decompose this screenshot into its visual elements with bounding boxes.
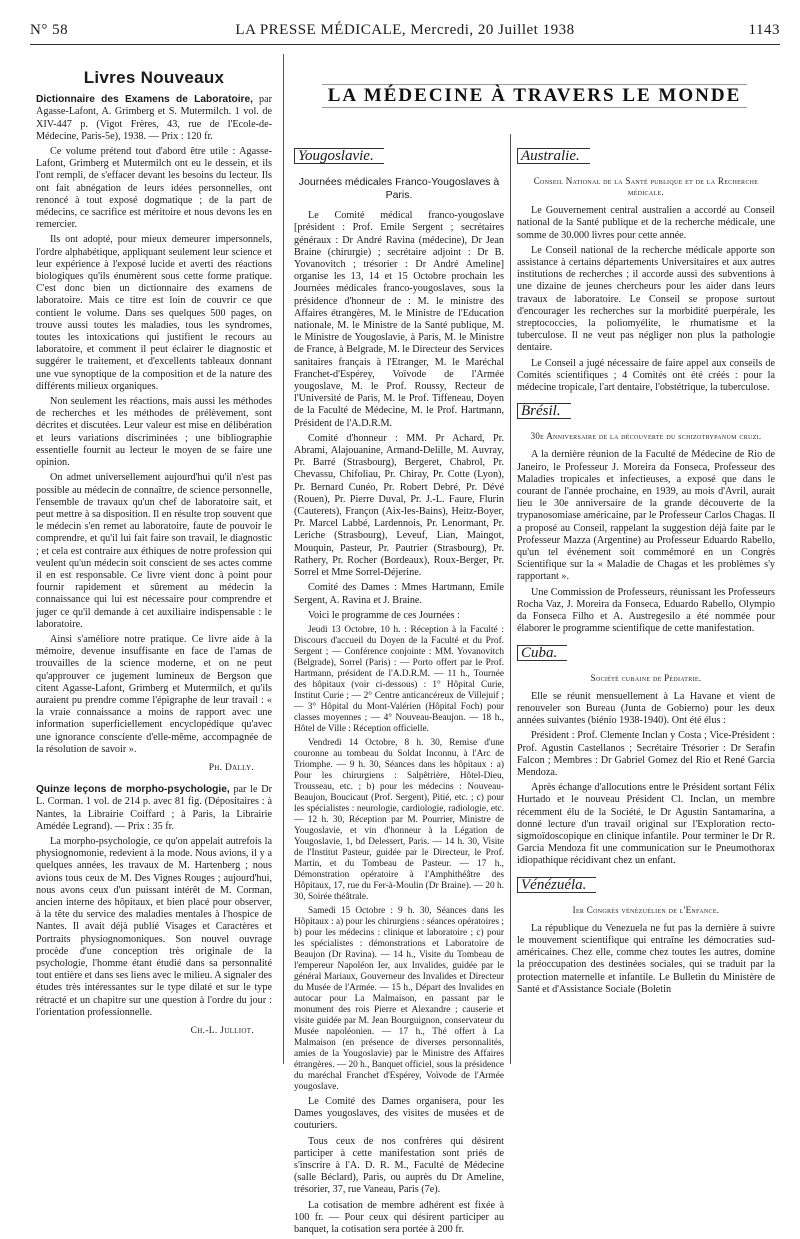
banner-title: LA MÉDECINE À TRAVERS LE MONDE — [322, 84, 748, 108]
book-review-citation — [36, 784, 272, 833]
article-paragraph: La cotisation de membre adhérent est fixée à 100 fr. — Pour ceux qui désirent participer au banquet, la cotisation sera portée à 200 fr. — [294, 1199, 504, 1235]
review-paragraph: On admet universellement aujourd'hui qu'il n'est pas possible au médecin de connaître, de science personnelle, l'ensemble de travaux qu'un chef de laboratoire sait, et peut mettre à sa disposition. Il en résulte trop souvent que le médecin s'en remet au laboratoire, faute de pouvoir le comprendre, et qu'il lui fait faire son travail, le diagnostic ; et cela est contraire aux éthiques de notre profession qui veulent qu'un médecin soit conscient de ses actes comme il en est responsable. Ce livre vient donc à point pour fournir rapidement et sûrement au médecin la connaissance qui lui est nécessaire pour comprendre et juger ce qu'il demande à cet auxiliaire indispensable : le laboratoire. — [36, 472, 272, 630]
article-paragraph: Le Gouvernement central australien a accordé au Conseil national de la Santé publique et de la recherche médicale, une somme de 30.000 livres pour cette année. — [517, 205, 775, 241]
article-paragraph: Le Comité médical franco-yougoslave [président : Prof. Emile Sergent ; secrétaires généraux : Dr André Ravina (médecine), Dr Jean Braine (chirurgie) ; secrétaire adjoint : Dr B. Yovanovitch ; trésorier : Dr André Ameline] organise les 13, 14 et 15 Octobre prochain les Journées médicales franco-yougoslaves, sous la présidence d'honneur de : M. le ministre des Affaires étrangères, M. le Ministre de l'Education nationale, M. le Ministre de la Santé publique, M. le Ministre de Yougoslavie, à Paris, M. le Ministre de France, à Belgrade, M. le Directeur des Services sanitaires français à l'Etranger, M. le Maréchal Franchet-d'Espérey, Voïvode de l'Armée yougoslave, M. le Prof. Roussy, Recteur de l'Université de Paris, M. le Prof. Tiffeneau, Doyen de la Faculté de Médecine, M. le Prof. Hartmann, Président de l'A.D.R.M. — [294, 210, 504, 429]
book-title: Quinze leçons de morpho-psychologie, — [36, 784, 230, 796]
reviewer-signature: Ph. Dally. — [208, 762, 254, 773]
article-paragraph: Voici le programme de ces Journées : — [308, 609, 461, 621]
section-heading: Livres Nouveaux — [83, 68, 225, 87]
country-heading: Australie. — [517, 148, 590, 164]
book-title: Dictionnaire des Examens de Laboratoire, — [36, 94, 253, 106]
program-day: Vendredi 14 Octobre, 8 h. 30, Remise d'une couronne au tombeau du Soldat Inconnu, à l'Arc de Triomphe. — 9 h. 30, Séances dans les hôpitaux : a) Pour les chirurgiens : Salpêtrière, Hôtel-Dieu, Trousseau, etc. ; b) pour les médecins : Nouveau-Beaujon, Boucicaut (Prof. Sergent), Pitié, etc. ; c) pour les spécialistes : neurologie, cardiologie, radiologie, etc. — 12 h. 30, Réception par M. Pourrier, Ministre de Yougoslavie, et vin d'honneur à la Légation de Yougoslavie, 1, bd Delessert, Paris. — 14 h. 30, Visite de l'Institut Pasteur, guidée par le Directeur, le Prof. Martin, et du Tombeau de Pasteur. — 17 h., Démonstration opératoire à l'Amphithéâtre des Hôpitaux, 17, rue du Fer-à-Moulin (Dr Braine). — 20 h. 30, Soirée théâtrale. — [294, 737, 504, 902]
article-paragraph: Une Commission de Professeurs, réunissant les Professeurs Rocha Vaz, J. Moreira da Fonseca, Eduardo Rabello, Olympio da Fonseca Filho et A. Austregesilo a été nommée pour élaborer le programme scientifique de cette manifestation. — [517, 586, 775, 635]
article-subheading: Journées médicales Franco-Yougoslaves à Paris. — [298, 176, 500, 202]
article-paragraph: Le Comité des Dames organisera, pour les Dames yougoslaves, des visites de musées et de couturiers. — [294, 1095, 504, 1132]
article-paragraph: Président : Prof. Clemente Inclan y Costa ; Vice-Président : Prof. Agustin Castellanos ; Secrétaire Trésorier : Dr Serafin Falcon ; Membres : Dr Gabriel Gomez del Rio et René Garcia Mendoza. — [517, 730, 775, 778]
issue-number: N° 58 — [30, 22, 69, 38]
article-paragraph: Le Conseil a jugé nécessaire de faire appel aux conseils de Comités scientifiques ; 4 Comités ont été créés : pour la médecine tropicale, l'art dentaire, l'obstétrique, la tuberculose. — [517, 357, 775, 394]
review-paragraph: Non seulement les réactions, mais aussi les méthodes de recherches et les méthodes de prélèvement, sont décrites et discutées. Leur valeur est mise en délibération et leurs variations discriminées ; une bibliographie essentielle fournit au lecteur le moyen de se faire une opinion. — [36, 396, 272, 469]
country-heading: Yougoslavie. — [294, 148, 384, 164]
review-paragraph: Ce volume prétend tout d'abord être utile : Agasse-Lafont, Grimberg et Mutermilch ont eu le dessein, et ils l'ont rempli, de s'effacer devant les besoins du lecteur. Ils ont fait abnégation de leurs idées personnelles, ont renoncé à tout exposé dogmatique ; de la part de médecins, ce sacrifice est méritoire et nous devons les en remercier. — [36, 146, 272, 231]
article-paragraph: Elle se réunit mensuellement à La Havane et vient de renouveler son Bureau (Junta de Gobierno) pour les deux années suivantes (biénio 1938-1940). Ont été élus : — [517, 690, 775, 727]
article-paragraph: Le Conseil national de la recherche médicale apporte son assistance à certains départements Universitaires et aux autres institutions de recherches ; il accorde aussi des subventions à une dizaine de jeunes chercheurs pour les aider dans leurs travaux de laboratoire. Le Conseil se propose surtout d'encourager les recherches sur la morbidité puerpérale, les streptococcies, la poliomyélite, le rhumatisme et la tuberculose. Il ne veut pas négliger non plus la pathologie dentaire. — [517, 244, 775, 354]
journal-title: LA PRESSE MÉDICALE, Mercredi, 20 Juillet 1938 — [235, 22, 575, 38]
article-subheading: Ier Congrès vénézuélien de l'Enfance. — [572, 904, 720, 915]
section-banner — [294, 84, 775, 108]
article-paragraph: Comité des Dames : Mmes Hartmann, Emile Sergent, A. Ravina et J. Braine. — [294, 582, 504, 606]
article-paragraph: A la dernière réunion de la Faculté de Médecine de Rio de Janeiro, le Professeur J. Moreira da Fonseca, Professeur des Maladies tropicales et infectieuses, a exposé que dans le courant de l'année prochaine, en 1939, au mois d'Avril, aurait lieu le 30e anniversaire de la grande découverte de la trypanosomiase américaine, par le Professeur Carlos Chagas. Il a proposé au Conseil, rappelant la suggestion déjà faite par le Professeur Mazza (Argentine) au Professeur Eduardo Rabello, qu'un tel événement soit commémoré en un Congrès Scientifique sur la « Maladie de Chagas et les problèmes s'y rapportant ». — [517, 449, 775, 583]
article-paragraph: Après échange d'allocutions entre le Président sortant Félix Hurtado et le nouveau Président Cl. Inclan, un membre récemment élu de la Société, le Dr Agustin Santamarina, a donné lecture d'un travail original sur l'Exploration recto-sigmoïdoscopique en clinique infantile. Pour terminer le Dr R. Garcia Mendoza fit une communication sur le Pneumothorax idiopathique récidivant chez un enfant. — [517, 782, 775, 867]
column-divider-right — [510, 134, 511, 1064]
article-paragraph: Comité d'honneur : MM. Pr Achard, Pr. Abrami, Alajouanine, Armand-Delille, M. Auvray, Pr. Barré (Strasbourg), Bergeret, Chabrol, Pr. Chevassu, Chifoliau, Pr. Chiray, Pr. Cotte (Lyon), Pr. Bernard Cunéo, Pr. Robert Debré, Pr. Dévé (Rouen), Pr. Pierre Duval, Pr. J.-L. Faure, Flurin (Cauterets), Françon (Aix-les-Bains), Heitz-Boyer, Pr. Marcel Labbé, Lardennois, Pr. Lenormant, Pr. Leriche (Strasbourg), Leveuf, Lian, Maingot, Mouquin, Pasteur, Pr. Pautrier (Strasbourg), Pr. Rathery, Pr. Rocher (Bordeaux), Roux-Berger, Pr. Sorrel et Mme Sorrel-Déjerine. — [294, 432, 504, 579]
country-heading: Cuba. — [517, 645, 567, 661]
column-divider-left — [283, 54, 284, 1064]
book-citation: par le Dr L. Corman. 1 vol. de 214 p. avec 81 fig. (Dépositaires : à Nantes, la Librairie Coiffard ; à Paris, la Librairie Amédée Legrand). — Prix : 35 fr. — [36, 784, 272, 832]
article-subheading: 30e Anniversaire de la découverte du schizotrypanum cruzi. — [530, 431, 762, 442]
country-heading: Vénézuéla. — [517, 877, 596, 893]
review-paragraph: Ainsi s'améliore notre pratique. Ce livre aide à la mémoire, devenue insuffisante en face de l'amas de trouvailles de la science moderne, et on ne peut qu'approuver ce jugement lumineux de Bergson que citent Agasse-Lafont, Grimberg et Mutermilch, et qu'ils auraient pu prendre comme l'épigraphe de leur travail : « la vraie connaissance a moins de rapport avec une information superficiellement encyclopédique qu'avec une ignorance consciente d'elle-même, accompagnée de la résolution de savoir ». — [36, 633, 272, 755]
article-paragraph: La république du Venezuela ne fut pas la dernière à suivre le mouvement scientifique qui entraîne les démocraties sud-américaines. Chez elle, comme chez toutes les autres, domine la préoccupation des destinées sociales, qui se traduit par la protection maternelle et infantile. Le Bulletin du Ministère de Santé et d'Assistance Sociale (Boletin — [517, 922, 775, 995]
review-paragraph: Ils ont adopté, pour mieux demeurer impersonnels, l'ordre alphabétique, appliquant seulement leur science et leur expérience à l'exposé lucide et averti des réactions biologiques qu'ils énumèrent sous cette forme pratique. C'est donc bien un dictionnaire des examens de laboratoire. Mais ce titre est loin de couvrir ce que contient le volume. Dans ses quelques 500 pages, on trouve aussi toutes les maladies, tous les syndromes, toutes les intoxications qui justifient le recours au laboratoire, et comment il peut éclairer le diagnostic et suggérer le traitement, et d'excellents tableaux donnant une vue synoptique de la composition et de la nature des différents milieux organiques. — [36, 234, 272, 392]
article-subheading: Société cubaine de Pédiatrie. — [590, 672, 702, 683]
new-books-column — [36, 68, 272, 1047]
program-day: Samedi 15 Octobre : 9 h. 30, Séances dans les Hôpitaux : a) pour les chirurgiens : séances opératoires ; b) pour les médecins : clinique et laboratoire ; c) pour les spécialistes : démonstrations et Laboratoire de Beaujon (Dr Ravina). — 14 h., Visite du Tombeau de l'empereur Napoléon Ier, aux Invalides, guidée par le général Mariaux, Gouverneur des Invalides et Directeur du Musée de l'Armée. — 15 h., Départ des Invalides en autocar pour La Malmaison, en passant par le monument des rois Pierre et Alexandre ; causerie et visite guidée par M. Jean Bourguignon, conservateur du Musée napoléonien. — 17 h., Thé offert à La Malmaison (en présence de diverses personnalités, amies de la Yougoslavie) par le Ministre des Affaires étrangères. — 20 h., Banquet officiel, sous la présidence du maréchal Franchet d'Espérey, Voïvode de l'Armée yougoslave. — [294, 905, 504, 1092]
book-review-citation — [36, 94, 272, 143]
page-number: 1143 — [748, 22, 780, 38]
program-schedule — [294, 625, 504, 1093]
program-day: Jeudi 13 Octobre, 10 h. : Réception à la Faculté : Discours d'accueil du Doyen de la Faculté et du Prof. Sergent ; — Conférence conjointe : MM. Yovanovitch (Belgrade), Sorrel (Paris) : — Porto offert par le Prof. Hartmann, président de l'A.D.R.M. — 11 h., Tournée des hôpitaux (voir ci-dessous) : 1° Hôpital Curie, Institut Curie ; — 2° Centre anticancéreux de Villejuif ; — 3° Hôpital du Mont-Valérien (Hôpital Foch) pour classes moyennes ; — 4° Nouveau-Beaujon. — 18 h., Hôtel de Ville : Réception officielle. — [294, 624, 504, 734]
reviewer-signature: Ch.-L. Julliot. — [190, 1026, 254, 1037]
country-heading: Brésil. — [517, 403, 571, 419]
running-header — [30, 22, 780, 42]
article-paragraph: Tous ceux de nos confrères qui désirent participer à cette manifestation sont priés de s'inscrire à l'A. D. R. M., Faculté de Médecine (salle Béclard), Paris, ou auprès du Dr Ameline, trésorier, 37, rue Vaneau, Paris (7e). — [294, 1135, 504, 1196]
article-subheading: Conseil National de la Santé publique et de la Recherche médicale. — [533, 176, 759, 198]
header-rule — [30, 44, 780, 45]
review-paragraph: La morpho-psychologie, ce qu'on appelait autrefois la physiognomonie, redevient à la mode. Nous avions, il y a quelques années, les travaux de M. Hartenberg ; nous avions tous ceux de M. Des Vignes Rouges ; aujourd'hui, nous avons ceux d'un puissant intérêt de M. Corman, ancien interne des hôpitaux, et bien placé pour observer, à la tête du service des maladies mentales à l'hospice de Nantes. Il avait déjà publié Visages et Caractères et Portraits physiognomoniques. Son nouvel ouvrage procède d'une conception très originale de la psychologie, l'homme étant étudié dans sa personnalité tout entière et dans ses liens avec le milieu. A signaler des études très intéressantes sur le type dilaté et sur le type rétracté et un chapitre sur une question à l'ordre du jour : l'orientation professionnelle. — [36, 835, 272, 1018]
world-news-column — [517, 148, 775, 999]
yugoslavia-column — [294, 148, 504, 1239]
book-citation: par Agasse-Lafont, A. Grimberg et S. Mutermilch. 1 vol. de XIV-447 p. (Vigot Frères, 43, rue de l'Ecole-de-Médecine, Paris-5e), 1938. — Prix : 120 fr. — [36, 94, 272, 142]
